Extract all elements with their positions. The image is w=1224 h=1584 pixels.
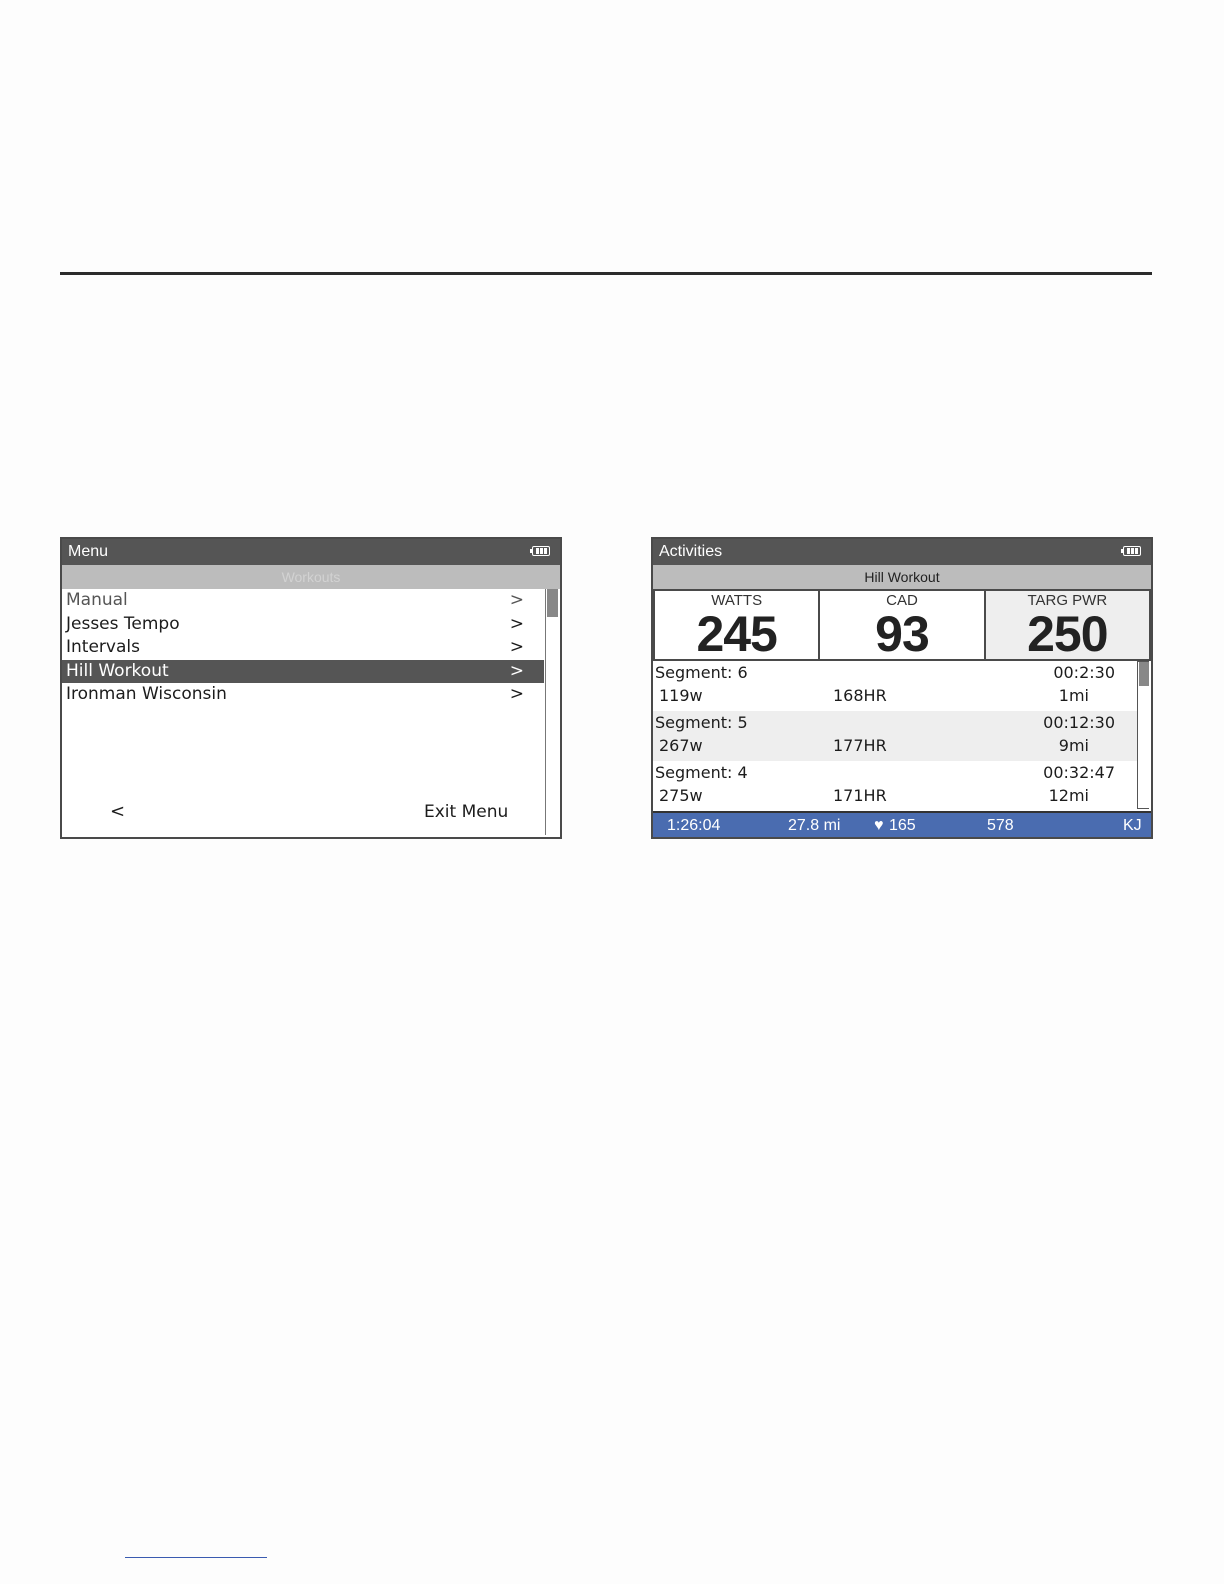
- metric-value: 250: [1027, 606, 1108, 662]
- menu-item-label: Intervals: [66, 637, 140, 657]
- menu-list: [62, 589, 544, 707]
- metric-value: 245: [696, 606, 777, 662]
- energy-value: 578: [987, 817, 1014, 834]
- battery-icon: [532, 546, 550, 556]
- scrollbar-thumb[interactable]: [1139, 662, 1149, 686]
- segment-row[interactable]: [653, 711, 1137, 761]
- page-divider-rule: [60, 272, 1152, 275]
- segment-heart-rate: 168HR: [833, 686, 887, 705]
- workout-name: Hill Workout: [653, 565, 1151, 589]
- heart-icon: ♥: [874, 817, 884, 834]
- segment-scrollbar[interactable]: [1137, 661, 1149, 809]
- menu-title: Menu: [68, 543, 109, 560]
- segment-label: Segment: 5: [655, 713, 748, 732]
- heart-rate: 165: [889, 817, 916, 834]
- segment-heart-rate: 177HR: [833, 736, 887, 755]
- menu-item-manual[interactable]: [62, 589, 544, 613]
- activities-title: Activities: [659, 543, 723, 560]
- segment-distance: 9mi: [1058, 736, 1089, 755]
- metric-cadence: [820, 589, 985, 661]
- chevron-right-icon: >: [509, 613, 524, 634]
- metric-label: TARG PWR: [1027, 592, 1108, 609]
- activities-titlebar: [653, 539, 1151, 565]
- energy-unit: KJ: [1123, 817, 1142, 834]
- menu-subtitle: Workouts: [62, 565, 560, 589]
- menu-item-ironman-wisconsin[interactable]: [62, 683, 544, 707]
- exit-menu-button[interactable]: Exit Menu: [424, 802, 509, 822]
- total-distance: 27.8 mi: [788, 817, 841, 834]
- segment-watts: 267w: [659, 736, 703, 755]
- segment-heart-rate: 171HR: [833, 786, 887, 805]
- metric-watts: [653, 589, 820, 661]
- segment-time: 00:32:47: [1043, 763, 1115, 782]
- segment-label: Segment: 4: [655, 763, 748, 782]
- activities-screen: [651, 537, 1153, 839]
- battery-icon: [1123, 546, 1141, 556]
- chevron-right-icon: >: [509, 660, 524, 681]
- chevron-right-icon: >: [509, 637, 524, 657]
- menu-item-label: Hill Workout: [66, 660, 169, 681]
- menu-item-label: Ironman Wisconsin: [66, 684, 227, 704]
- metric-label: CAD: [886, 592, 918, 609]
- metric-target-power: [986, 589, 1151, 661]
- segment-distance: 12mi: [1048, 786, 1089, 805]
- menu-scrollbar[interactable]: [545, 589, 559, 835]
- segment-watts: 119w: [659, 686, 703, 705]
- back-button[interactable]: <: [110, 801, 126, 822]
- metric-value: 93: [875, 606, 929, 662]
- menu-item-label: Jesses Tempo: [66, 613, 180, 634]
- scrollbar-thumb[interactable]: [547, 589, 558, 617]
- menu-item-label: Manual: [66, 590, 128, 610]
- chevron-right-icon: >: [509, 590, 524, 610]
- segment-time: 00:12:30: [1043, 713, 1115, 732]
- footer-link-underline: [125, 1557, 267, 1558]
- elapsed-time: 1:26:04: [667, 817, 721, 834]
- segment-list: [653, 661, 1137, 809]
- chevron-right-icon: >: [509, 684, 524, 704]
- menu-titlebar: [62, 539, 560, 565]
- segment-watts: 275w: [659, 786, 703, 805]
- menu-item-hill-workout[interactable]: [62, 660, 544, 684]
- metrics-row: [653, 589, 1151, 661]
- metric-label: WATTS: [711, 592, 763, 609]
- segment-distance: 1mi: [1058, 686, 1089, 705]
- segment-label: Segment: 6: [655, 663, 748, 682]
- menu-screen: [60, 537, 562, 839]
- status-bar: [653, 811, 1151, 837]
- segment-row[interactable]: [653, 761, 1137, 811]
- segment-time: 00:2:30: [1053, 663, 1115, 682]
- menu-item-intervals[interactable]: [62, 636, 544, 660]
- menu-item-jesses-tempo[interactable]: [62, 613, 544, 637]
- segment-row[interactable]: [653, 661, 1137, 711]
